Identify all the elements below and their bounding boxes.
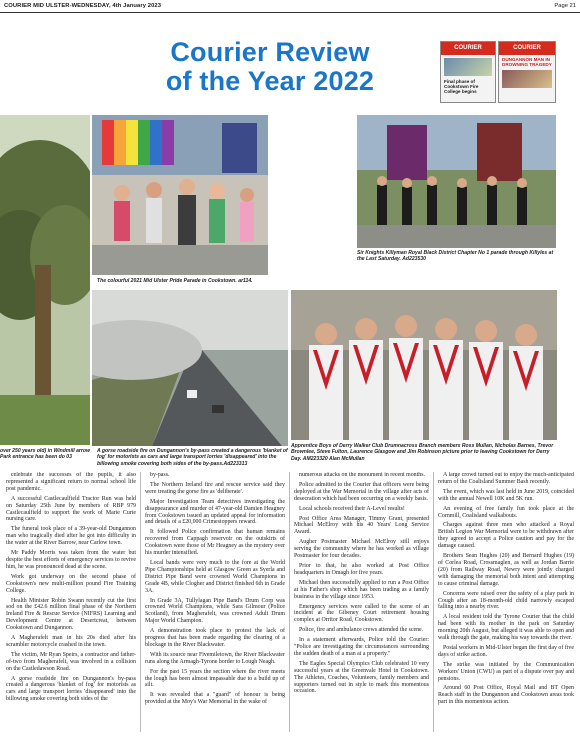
paragraph: The victim, Mr Ryan Speirs, a contractor and father-of-two from Magherafelt, was involved in a collision on the Castledawson Road. [6, 651, 136, 672]
front-page-thumbnail[interactable] [498, 41, 556, 103]
roadside-fire-photo [92, 290, 288, 446]
paragraph: Mr Paddy Morris was taken from the water but despite the best efforts of emergency services to revive him, he was pronounced dead at the scene. [6, 550, 136, 570]
thumbnail-headline: DUNGANNON MAN IN DROWNING TRAGEDY [502, 57, 552, 67]
paragraph: Concerns were raised over the safety of a play park in Cough after an 18-month-old child narrowly escaped falling into a nearby river. [438, 590, 574, 611]
headline-line-2: of the Year 2022 [165, 66, 375, 96]
column-divider [289, 472, 290, 732]
paragraph: by-pass. [150, 472, 170, 478]
paragraph: With its source near Fivemiletown, the River Blackwater runs along the Armagh-Tyrone border to Lough Neagh. [145, 651, 285, 665]
paragraph: For the past 15 years the section where the river meets the lough has been almost impassable due to a build up of silt. [145, 668, 285, 689]
thumbnail-masthead: COURIER [441, 42, 495, 55]
tree-photo [0, 115, 90, 445]
front-page-thumbnail[interactable] [440, 41, 496, 103]
paragraph: A local resident told the Tyrone Courier that the child had been with its mother in the park on Saturday morning 20th August, but alleged it was able to open and walk through the gate, making his way towards the river. [438, 614, 574, 642]
column-divider [140, 472, 141, 732]
paragraph: A demonstration took place to protest the lack of progress that has been made regarding the clearing of a blockage in the River Blackwater. [145, 628, 285, 648]
road-fire-caption: A gorse roadside fire on Dungannon's by-pass created a dangerous 'blanket of fog' for motorists as cars and large transport lorries 'disappeared' into the billowing smoke covering both sides of the by-pass.Ad223313 [97, 448, 288, 467]
article-column-1 [6, 472, 136, 734]
paragraph: The Northern Ireland fire and rescue service said they were treating the gorse fire as 'deliberate'. [145, 481, 285, 495]
tree-caption: over 250 years old) in Windmill arrow Park entrance has been do 03 [0, 448, 90, 461]
headline-line-1: Courier Review [170, 37, 370, 67]
apprentice-boys-caption: Apprentice Boys of Derry Walker Club Drumnacross Branch members Ross Mullan, Nicholas Barnes, Trevor Brownlee, Steve Fulton, Laurence Glasgow and Jim Robinson picture prior to leaving Cookstown for Derry Day. AM223320 Alan McMullan [291, 443, 554, 462]
article-column-3 [294, 472, 429, 734]
paragraph: It was revealed that a "guard" of honour is being provided at the Moy's War Memorial in the wake of [145, 692, 285, 706]
paragraph: It followed Police confirmation that human remains recovered from Cappagh reservoir on the outskirts of Cookstown were those of Mr Heagney as the mystery over his murder intensified. [145, 529, 285, 557]
paragraph: Around 60 Post Office, Royal Mail and BT Open Reach staff in the Dungannon and Cookstown areas took part in this momentous action. [438, 685, 574, 706]
paragraph: Brothers Sean Hughes (20) and Bernard Hughes (19) of Corlea Road, Crossmaglen, as well as Jordan Barrie (20) from Railway Road, Newry were jointly charged with damaging the memorial both intent and attempting to cause criminal damage. [438, 553, 574, 587]
pride-parade-photo [92, 115, 268, 275]
paragraph: The strike was initiated by the Communication Workers' Union (CWU) as part of a dispute over pay and pensions. [438, 661, 574, 682]
paragraph: Health Minister Robin Swann recently cut the first sod on the £42.6 million final phase of the Northern Ireland Fire & Rescue Service (NIFRS) Learning and Development Centre at Desertcreat, between Cookstown and Dungannon. [6, 597, 136, 632]
paragraph: Police admitted to the Courier that officers were being deployed at the War Memorial in the village after acts of desecration which had been occurring on a weekly basis. [294, 481, 429, 502]
tree-illustration [0, 115, 90, 445]
roadside-fire-illustration [92, 290, 288, 446]
paragraph: numerous attacks on the monument in recent months. [299, 472, 425, 478]
thumbnail-photo [444, 58, 492, 76]
paragraph: In Grade 3A, Tullylagan Pipe Band's Drum Corp was crowned World Champions, while Sara Gilmour (Police Scotland), from Magherafelt, was crowned Adult Drum Major World Champion. [145, 597, 285, 625]
page-headline [120, 38, 420, 96]
paragraph: A gorse roadside fire on Dungannon's by-pass created a dangerous 'blanket of fog' for motorists as cars and large transport lorries 'disappeared' into the billowing smoke covering both sides of the [6, 675, 136, 703]
paragraph: A Magherafelt man in his 20s died after his scrambler motorcycle crashed in the town. [6, 635, 136, 648]
page-number: Page 21 [554, 3, 576, 9]
column-divider [433, 472, 434, 732]
paragraph: Augher Postmaster Michael McElroy still enjoys serving the community where he has worked as village Postmaster for four decades. [294, 539, 429, 560]
knights-parade-photo [357, 115, 556, 248]
paragraph: Postal workers in Mid-Ulster began the first day of five days of strike action. [438, 644, 574, 658]
apprentice-boys-illustration [291, 290, 557, 440]
article-column-2 [145, 472, 285, 734]
paragraph: A successful Castlecaulfield Tractor Run was held on Saturday 25th June by members of RBP 979 Castlecaulfield to support the work of Marie Curie nursing care. [6, 495, 136, 523]
paragraph: Major Investigation Team detectives investigating the disappearance and murder of 47-year-old Damien Heagney from Cookstown issued an updated appeal for information and details of a £20,000 Crimestoppers reward. [145, 498, 285, 526]
paragraph: A large crowd turned out to enjoy the much-anticipated return of the Coalisland Summer Bash recently. [438, 472, 574, 485]
newspaper-header: COURIER MID ULSTER-WEDNESDAY, 4th January 2023 [4, 3, 162, 9]
apprentice-boys-photo [291, 290, 557, 440]
knights-parade-illustration [357, 115, 556, 248]
paragraph: The funeral took place of a 39-year-old Dungannon man who tragically died after he got into difficulty in the water at the River Barrow, near Carlow town. [6, 526, 136, 547]
pride-caption: The colourful 2021 Mid Ulster Pride Parade in Cookstown. ar114. [97, 278, 253, 284]
paragraph: celebrate the successes of the pupils, it also represented a significant return to normal school life post pandemic. [6, 472, 136, 492]
paragraph: The Eagles Special Olympics Club celebrated 10 very successful years at the Greenvale Hotel in Cookstown. The Athletes, Coaches, Volunteers, family members and supporters turned out in style to mark this momentous occasion. [294, 660, 429, 695]
paragraph: Local schools received their A-Level results! [299, 505, 405, 512]
paragraph: Emergency services were called to the scene of an incident at the Gibeney Court retirement housing complex at Orritor Road, Cookstown. [294, 603, 429, 624]
paragraph: Michael then successfully applied to run a Post Office at his Father's shop which has been trading as a family business in the village since 1953. [294, 579, 429, 600]
paragraph: In a statement afterwards, Police told the Courier: "Police are investigating the circumstances surrounding the sudden death of a man at a property." [294, 637, 429, 657]
paragraph: Prior to that, he also worked at Post Office headquarters in Omagh for five years. [294, 562, 429, 576]
paragraph: Charges against three men who attacked a Royal British Legion War Memorial were to be withdrawn after they agreed to accept a Police caution and pay for the damage caused. [438, 522, 574, 550]
paragraph: Police, fire and ambulance crews attended the scene. [299, 627, 424, 634]
thumbnail-headline: Final phase of Cookstown Fire College begins [444, 79, 479, 94]
pride-parade-illustration [92, 115, 268, 275]
paragraph: The event, which was last held in June 2019, coincided with the annual Newell 10K and 5K run. [438, 488, 574, 502]
knights-caption: Sir Knights Killyman Royal Black District Chapter No 1 parade through Killyles at the Last Saturday. Ad223530 [357, 250, 554, 263]
header-divider [0, 12, 580, 13]
paragraph: Work got underway on the second phase of Cookstown's new multi-million pound Fire Training College. [6, 573, 136, 594]
paragraph: Post Office Area Manager, Timmy Grant, presented Michael McElroy with his 40 Years' Long Service Award. [294, 515, 429, 536]
paragraph: An evening of free family fun took place at the Cornmill, Coalisland walkabouts. [438, 505, 574, 519]
paragraph: Local bands were very much to the fore at the World Pipe Championships held at Glasgow Green as Syerla and District Pipe Band were crowned World Champions in Grade 4B, while Clogher and District finished 6th in Grade 3A. [145, 559, 285, 594]
thumbnail-photo [502, 70, 552, 88]
article-column-4 [438, 472, 574, 734]
thumbnail-masthead: COURIER [499, 42, 555, 55]
